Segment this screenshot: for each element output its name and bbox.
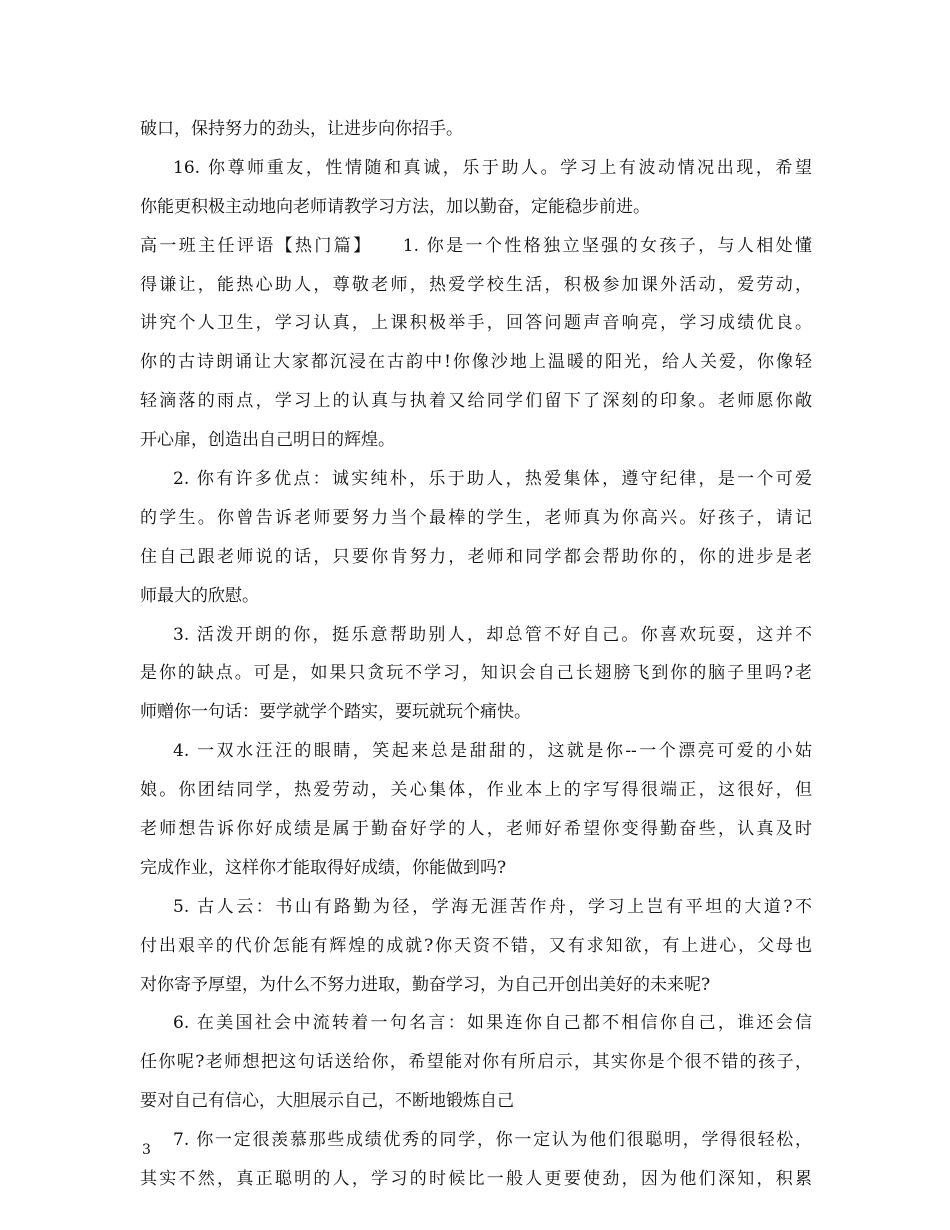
text-line: 破口，保持努力的劲头，让进步向你招手。 [140,119,463,139]
text-line: 要对自己有信心，大胆展示自己，不断地锻炼自己 [140,1091,514,1112]
text-line: 是你的缺点。可是，如果只贪玩不学习，知识会自己长翅膀飞到你的脑子里吗?老 [140,663,812,684]
text-line: 2. 你有许多优点：诚实纯朴，乐于助人，热爱集体，遵守纪律，是一个可爱 [173,469,812,490]
text-line: 4. 一双水汪汪的眼睛，笑起来总是甜甜的，这就是你--一个漂亮可爱的小姑 [173,741,812,762]
text-line: 对你寄予厚望，为什么不努力进取，勤奋学习，为自己开创出美好的未来呢? [140,974,711,995]
text-line: 轻滴落的雨点，学习上的认真与执着又给同学们留下了深刻的印象。老师愿你敞 [140,391,812,412]
text-line: 的学生。你曾告诉老师要努力当个最棒的学生，老师真为你高兴。好孩子，请记 [140,507,812,528]
text-line: 任你呢?老师想把这句话送给你，希望能对你有所启示，其实你是个很不错的孩子， [140,1052,812,1073]
text-line: 完成作业，这样你才能取得好成绩，你能做到吗? [140,857,507,878]
text-line: 5. 古人云：书山有路勤为径，学海无涯苦作舟，学习上岂有平坦的大道?不 [173,896,812,917]
document-body [140,110,812,1199]
text-line: 你能更积极主动地向老师请教学习方法，加以勤奋，定能稳步前进。 [140,196,650,217]
text-line: 16. 你尊师重友，性情随和真诚，乐于助人。学习上有波动情况出现，希望 [173,157,812,178]
text-line: 师最大的欣慰。 [140,585,259,606]
text-line: 住自己跟老师说的话，只要你肯努力，老师和同学都会帮助你的，你的进步是老 [140,546,812,567]
text-line: 3. 活泼开朗的你，挺乐意帮助别人，却总管不好自己。你喜欢玩耍，这并不 [173,624,812,645]
text-line: 老师想告诉你好成绩是属于勤奋好学的人，老师好希望你变得勤奋些，认真及时 [140,819,812,840]
text-line: 娘。你团结同学，热爱劳动，关心集体，作业本上的字写得很端正，这很好，但 [140,780,812,801]
page-number: 3 [142,1142,151,1158]
text-line: 师赠你一句话：要学就学个踏实，要玩就玩个痛快。 [140,702,531,723]
text-line: 你的古诗朗诵让大家都沉浸在古韵中!你像沙地上温暖的阳光，给人关爱，你像轻 [140,352,812,373]
text-line: 6. 在美国社会中流转着一句名言：如果连你自己都不相信你自己，谁还会信 [173,1013,812,1034]
text-line: 高一班主任评语【热门篇】 1. 你是一个性格独立坚强的女孩子，与人相处懂 [140,235,812,256]
text-line: 7. 你一定很羡慕那些成绩优秀的同学，你一定认为他们很聪明，学得很轻松， [173,1130,812,1151]
text-line: 讲究个人卫生，学习认真，上课积极举手，回答问题声音响亮，学习成绩优良。 [140,313,812,334]
text-line: 其实不然，真正聪明的人，学习的时候比一般人更要使劲，因为他们深知，积累 [140,1169,812,1190]
text-line: 得谦让，能热心助人，尊敬老师，热爱学校生活，积极参加课外活动，爱劳动， [140,274,812,295]
text-line: 付出艰辛的代价怎能有辉煌的成就?你天资不错，又有求知欲，有上进心，父母也 [140,935,812,956]
text-line: 开心扉，创造出自己明日的辉煌。 [140,430,395,451]
